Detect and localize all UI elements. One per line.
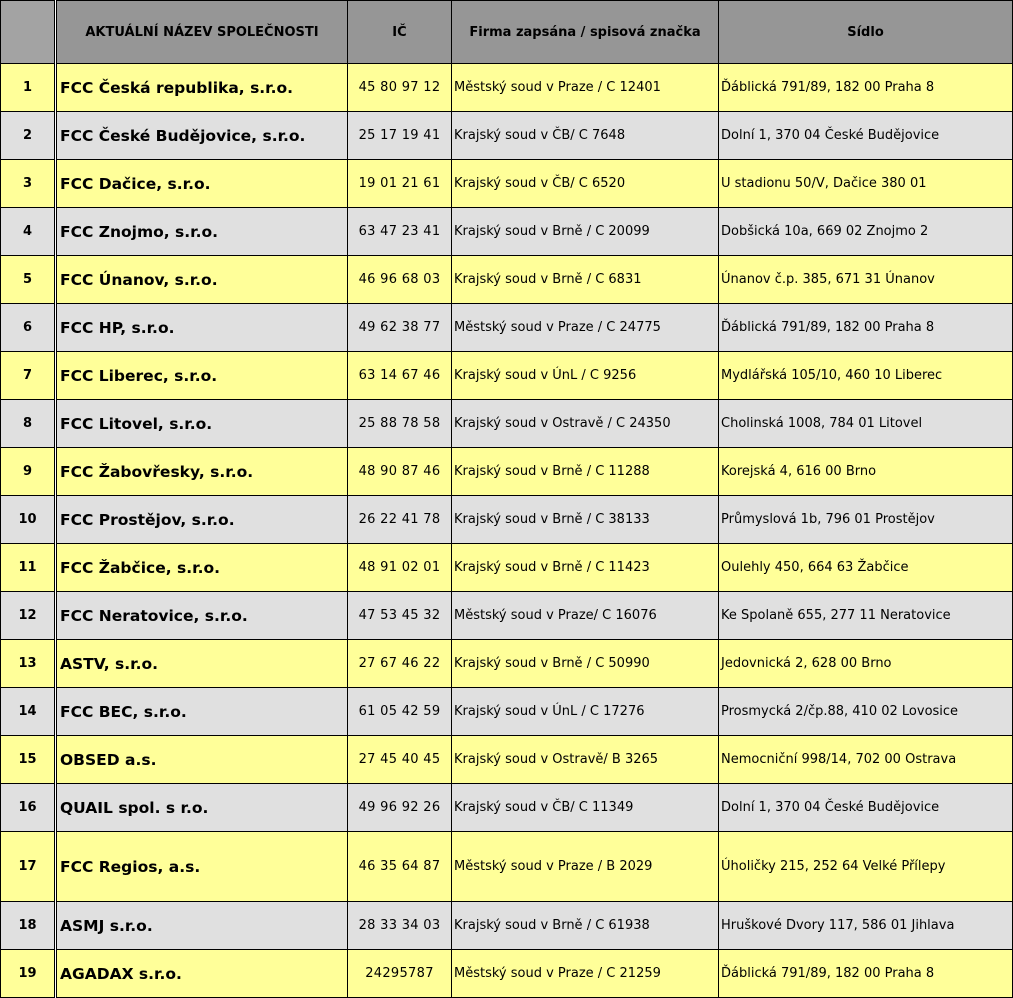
court-registration: Krajský soud v ÚnL / C 17276 xyxy=(452,688,719,736)
company-name: ASMJ s.r.o. xyxy=(56,902,348,950)
table-row xyxy=(1,544,1013,592)
company-ic: 49 96 92 26 xyxy=(348,784,452,832)
company-seat: Dolní 1, 370 04 České Budějovice xyxy=(719,112,1013,160)
company-ic: 63 14 67 46 xyxy=(348,352,452,400)
company-ic: 48 90 87 46 xyxy=(348,448,452,496)
company-seat: Nemocniční 998/14, 702 00 Ostrava xyxy=(719,736,1013,784)
header-company-name: AKTUÁLNÍ NÁZEV SPOLEČNOSTI xyxy=(56,1,348,64)
row-number: 1 xyxy=(1,64,56,112)
table-row xyxy=(1,640,1013,688)
company-name: FCC BEC, s.r.o. xyxy=(56,688,348,736)
company-ic: 25 17 19 41 xyxy=(348,112,452,160)
header-ic: IČ xyxy=(348,1,452,64)
table-row xyxy=(1,352,1013,400)
company-seat: Úholičky 215, 252 64 Velké Přílepy xyxy=(719,832,1013,902)
table-row xyxy=(1,304,1013,352)
company-name: FCC HP, s.r.o. xyxy=(56,304,348,352)
court-registration: Krajský soud v Brně / C 20099 xyxy=(452,208,719,256)
row-number: 10 xyxy=(1,496,56,544)
row-number: 4 xyxy=(1,208,56,256)
court-registration: Městský soud v Praze / B 2029 xyxy=(452,832,719,902)
row-number: 8 xyxy=(1,400,56,448)
header-number xyxy=(1,1,56,64)
company-name: AGADAX s.r.o. xyxy=(56,950,348,998)
court-registration: Krajský soud v Brně / C 38133 xyxy=(452,496,719,544)
company-seat: Průmyslová 1b, 796 01 Prostějov xyxy=(719,496,1013,544)
company-seat: Oulehly 450, 664 63 Žabčice xyxy=(719,544,1013,592)
court-registration: Krajský soud v Brně / C 6831 xyxy=(452,256,719,304)
company-name: FCC Liberec, s.r.o. xyxy=(56,352,348,400)
table-row xyxy=(1,902,1013,950)
table-body xyxy=(1,64,1013,998)
company-name: OBSED a.s. xyxy=(56,736,348,784)
court-registration: Krajský soud v Ostravě / C 24350 xyxy=(452,400,719,448)
company-seat: Ďáblická 791/89, 182 00 Praha 8 xyxy=(719,304,1013,352)
company-ic: 27 45 40 45 xyxy=(348,736,452,784)
table-row xyxy=(1,400,1013,448)
row-number: 9 xyxy=(1,448,56,496)
row-number: 6 xyxy=(1,304,56,352)
court-registration: Krajský soud v Brně / C 11423 xyxy=(452,544,719,592)
header-row xyxy=(1,1,1013,64)
company-seat: U stadionu 50/V, Dačice 380 01 xyxy=(719,160,1013,208)
company-seat: Mydlářská 105/10, 460 10 Liberec xyxy=(719,352,1013,400)
company-seat: Korejská 4, 616 00 Brno xyxy=(719,448,1013,496)
company-name: FCC Žabčice, s.r.o. xyxy=(56,544,348,592)
company-name: FCC Litovel, s.r.o. xyxy=(56,400,348,448)
company-seat: Dobšická 10a, 669 02 Znojmo 2 xyxy=(719,208,1013,256)
court-registration: Krajský soud v ČB/ C 6520 xyxy=(452,160,719,208)
company-name: FCC Neratovice, s.r.o. xyxy=(56,592,348,640)
row-number: 19 xyxy=(1,950,56,998)
row-number: 5 xyxy=(1,256,56,304)
company-name: QUAIL spol. s r.o. xyxy=(56,784,348,832)
court-registration: Krajský soud v Brně / C 11288 xyxy=(452,448,719,496)
table-row xyxy=(1,64,1013,112)
company-seat: Jedovnická 2, 628 00 Brno xyxy=(719,640,1013,688)
company-seat: Cholinská 1008, 784 01 Litovel xyxy=(719,400,1013,448)
table-row xyxy=(1,592,1013,640)
company-ic: 19 01 21 61 xyxy=(348,160,452,208)
table-row xyxy=(1,784,1013,832)
header-court: Firma zapsána / spisová značka xyxy=(452,1,719,64)
company-ic: 48 91 02 01 xyxy=(348,544,452,592)
table-row xyxy=(1,736,1013,784)
row-number: 18 xyxy=(1,902,56,950)
court-registration: Krajský soud v Brně / C 61938 xyxy=(452,902,719,950)
company-seat: Ke Spolaně 655, 277 11 Neratovice xyxy=(719,592,1013,640)
table-row xyxy=(1,160,1013,208)
company-ic: 26 22 41 78 xyxy=(348,496,452,544)
table-row xyxy=(1,208,1013,256)
company-name: FCC Únanov, s.r.o. xyxy=(56,256,348,304)
court-registration: Krajský soud v ČB/ C 11349 xyxy=(452,784,719,832)
row-number: 16 xyxy=(1,784,56,832)
company-ic: 28 33 34 03 xyxy=(348,902,452,950)
company-ic: 63 47 23 41 xyxy=(348,208,452,256)
company-ic: 27 67 46 22 xyxy=(348,640,452,688)
row-number: 12 xyxy=(1,592,56,640)
row-number: 15 xyxy=(1,736,56,784)
court-registration: Krajský soud v Brně / C 50990 xyxy=(452,640,719,688)
company-ic: 24295787 xyxy=(348,950,452,998)
header-seat: Sídlo xyxy=(719,1,1013,64)
company-seat: Dolní 1, 370 04 České Budějovice xyxy=(719,784,1013,832)
company-name: FCC Regios, a.s. xyxy=(56,832,348,902)
company-seat: Únanov č.p. 385, 671 31 Únanov xyxy=(719,256,1013,304)
row-number: 13 xyxy=(1,640,56,688)
court-registration: Městský soud v Praze / C 24775 xyxy=(452,304,719,352)
table-row xyxy=(1,688,1013,736)
company-ic: 47 53 45 32 xyxy=(348,592,452,640)
company-ic: 46 35 64 87 xyxy=(348,832,452,902)
table-row xyxy=(1,950,1013,998)
row-number: 14 xyxy=(1,688,56,736)
company-name: FCC Znojmo, s.r.o. xyxy=(56,208,348,256)
company-name: ASTV, s.r.o. xyxy=(56,640,348,688)
company-seat: Ďáblická 791/89, 182 00 Praha 8 xyxy=(719,64,1013,112)
company-ic: 46 96 68 03 xyxy=(348,256,452,304)
company-name: FCC Dačice, s.r.o. xyxy=(56,160,348,208)
row-number: 11 xyxy=(1,544,56,592)
table-row xyxy=(1,112,1013,160)
company-ic: 49 62 38 77 xyxy=(348,304,452,352)
company-name: FCC Žabovřesky, s.r.o. xyxy=(56,448,348,496)
company-name: FCC Prostějov, s.r.o. xyxy=(56,496,348,544)
table-row xyxy=(1,496,1013,544)
row-number: 7 xyxy=(1,352,56,400)
table-row xyxy=(1,256,1013,304)
company-seat: Prosmycká 2/čp.88, 410 02 Lovosice xyxy=(719,688,1013,736)
court-registration: Městský soud v Praze / C 12401 xyxy=(452,64,719,112)
table-row xyxy=(1,448,1013,496)
court-registration: Městský soud v Praze / C 21259 xyxy=(452,950,719,998)
court-registration: Městský soud v Praze/ C 16076 xyxy=(452,592,719,640)
row-number: 17 xyxy=(1,832,56,902)
row-number: 2 xyxy=(1,112,56,160)
company-seat: Ďáblická 791/89, 182 00 Praha 8 xyxy=(719,950,1013,998)
company-ic: 25 88 78 58 xyxy=(348,400,452,448)
table-row xyxy=(1,832,1013,902)
company-name: FCC Česká republika, s.r.o. xyxy=(56,64,348,112)
company-ic: 45 80 97 12 xyxy=(348,64,452,112)
company-seat: Hruškové Dvory 117, 586 01 Jihlava xyxy=(719,902,1013,950)
company-name: FCC České Budějovice, s.r.o. xyxy=(56,112,348,160)
court-registration: Krajský soud v ČB/ C 7648 xyxy=(452,112,719,160)
row-number: 3 xyxy=(1,160,56,208)
court-registration: Krajský soud v Ostravě/ B 3265 xyxy=(452,736,719,784)
court-registration: Krajský soud v ÚnL / C 9256 xyxy=(452,352,719,400)
company-ic: 61 05 42 59 xyxy=(348,688,452,736)
